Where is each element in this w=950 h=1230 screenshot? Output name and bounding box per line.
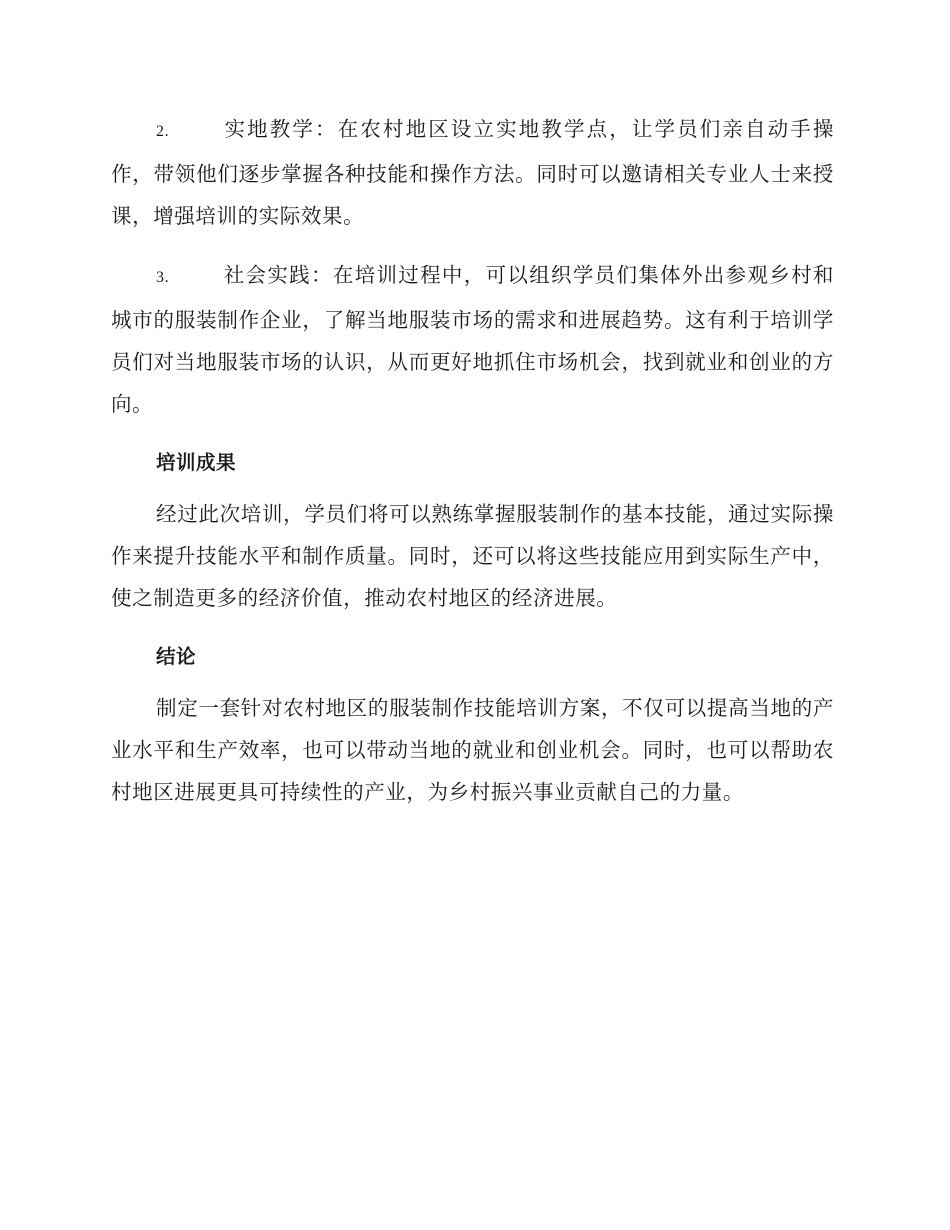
list-item-number: 2.: [156, 123, 170, 140]
section-heading-training-results: 培训成果: [156, 451, 237, 474]
list-item-2: [111, 108, 834, 237]
section-heading-conclusion: 结论: [156, 645, 197, 668]
section-body-conclusion: 制定一套针对农村地区的服装制作技能培训方案，不仅可以提高当地的产业水平和生产效率，也可以带动当地的就业和创业机会。同时，也可以帮助农村地区进展更具可持续性的产业，为乡村振兴事业贡献自己的力量。: [111, 696, 834, 804]
document-page: [111, 108, 834, 830]
list-item-3: [111, 254, 834, 425]
list-item-text: 实地教学：在农村地区设立实地教学点，让学员们亲自动手操作，带领他们逐步掌握各种技能和操作方法。同时可以邀请相关专业人士来授课，增强培训的实际效果。: [111, 117, 834, 228]
list-item-number: 3.: [156, 269, 170, 286]
list-item-text: 社会实践：在培训过程中，可以组织学员们集体外出参观乡村和城市的服装制作企业，了解当地服装市场的需求和进展趋势。这有利于培训学员们对当地服装市场的认识，从而更好地抓住市场机会，找到就业和创业的方向。: [111, 263, 834, 416]
section-body-training-results: 经过此次培训，学员们将可以熟练掌握服装制作的基本技能，通过实际操作来提升技能水平和制作质量。同时，还可以将这些技能应用到实际生产中，使之制造更多的经济价值，推动农村地区的经济进展。: [111, 502, 834, 610]
